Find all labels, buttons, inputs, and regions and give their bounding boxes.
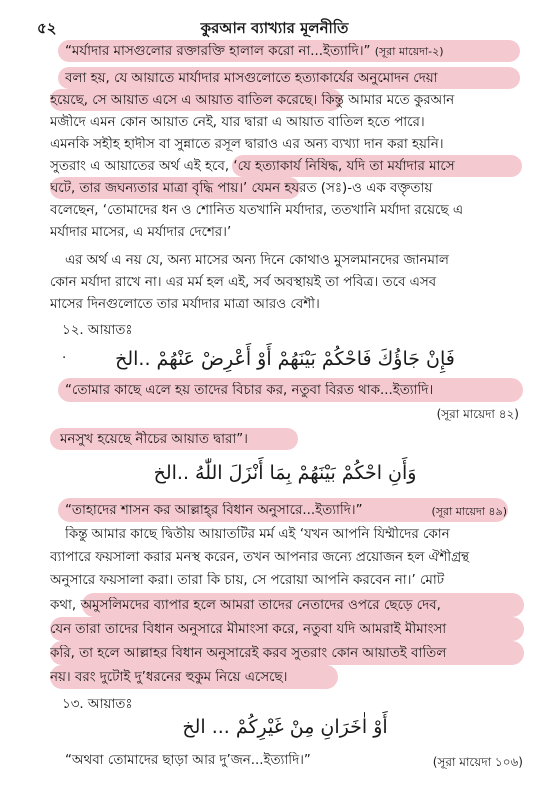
text-line: করি, তা হলে আল্লাহর বিধান অনুসারেই করব সুতরাং কোন আয়াতই বাতিল (50, 646, 447, 661)
page-title: কুরআন ব্যাখ্যার মূলনীতি (200, 19, 349, 37)
text-line: এর অর্থ এ নয় যে, অন্য মাসের অন্য দিনে কোথাও মুসলমানদের জানমাল (65, 253, 449, 268)
text-line: মর্যাদার মাসের, এ মর্যাদার দেশের।’ (50, 225, 232, 240)
text-line: কথা, অমুসলিমদের ব্যাপার হলে আমরা তাদের নেতাদের ওপরে ছেড়ে দেব, (50, 598, 441, 613)
verse-dot: · (62, 351, 67, 366)
text-line: কোন মর্যাদা রাখে না। এর মর্ম হল এই, সর্ব অবস্থায়ই তা পবিত্র। তবে এসব (50, 275, 437, 290)
text-line: মনসুখ হয়েছে নীচের আয়াত দ্বারা”। (60, 432, 248, 447)
text-line: কিন্তু আমার কাছে দ্বিতীয় আয়াতটির মর্ম এই ‘যখন আপনি যিম্মীদের কোন (65, 527, 450, 542)
surah-reference: (সূরা মায়েদা ১০৬) (432, 755, 523, 769)
arabic-verse: أَوْ اٰخَرَانِ مِنْ غَيْرِكُمْ ... الخ (182, 716, 388, 738)
surah-reference: (সূরা মায়েদা-২) (374, 45, 444, 58)
surah-reference: (সূরা মায়েদা ৪২) (436, 407, 519, 421)
text-line: যেন তারা তাদের বিধান অনুসারে মীমাংসা করে, নতুবা যদি আমরাই মীমাংসা (50, 622, 447, 637)
text-line: নয়। বরং দুটোই দু’ধরনের হুকুম নিয়ে এসেছে। (50, 670, 288, 685)
arabic-verse: وَأَنِ احْكُمْ بَيْنَهُمْ بِمَا أَنْزَلَ اللّٰهُ ..الخ (153, 462, 417, 484)
text-line: অনুসারে ফয়সালা করা। তারা কি চায়, সে পরোয়া আপনি করবেন না।’ মোট (50, 573, 445, 588)
text-line: বলেছেন, ‘তোমাদের ধন ও শোনিত যতখানি মর্যাদার, ততখানি মর্যাদা রয়েছে এ (50, 203, 464, 218)
text-line: মজীদে এমন কোন আয়াত নেই, যার দ্বারা এ আয়াত বাতিল হতে পারে। (50, 115, 425, 130)
text-line: ব্যাপারে ফয়সালা করার মনস্থ করেন, তখন আপনার জন্যে প্রয়োজন হল ঐশীগ্রন্থ (50, 550, 470, 565)
text-line: হয়েছে, সে আয়াত এসে এ আয়াত বাতিল করেছে। কিন্তু আমার মতে কুরআন (50, 93, 455, 108)
section-heading: ১৩. আয়াতঃ (62, 697, 133, 712)
text-line: বলা হয়, যে আয়াতে মার্যাদার মাসগুলোতে হত্যাকার্যের অনুমোদন দেয়া (65, 71, 438, 86)
quote-line: “মর্যাদার মাসগুলোর রক্তারক্তি হালাল করো না...ইত্যাদি।” (সূরা মায়েদা-২) (65, 44, 444, 59)
arabic-verse: فَإِنْ جَاؤُكَ فَاحْكُمْ بَيْنَهُمْ أَوْ أَعْرِضْ عَنْهُمْ ..الخ (115, 348, 455, 370)
translation-line: “অথবা তোমাদের ছাড়া আর দু’জন...ইত্যাদি।” (65, 753, 311, 768)
text-line: মাসের দিনগুলোতে তার মর্যাদার মাত্রা আরও বেশী। (50, 297, 320, 312)
translation-line: “তাহাদের শাসন কর আল্লাহ্‌র বিধান অনুসারে...ইত্যাদি।” (65, 503, 363, 518)
text-line: ঘটে, তার জঘন্যতার মাত্রা বৃদ্ধি পায়।’ যেমন হযরত (সঃ)-ও এক বক্তৃতায় (50, 181, 433, 196)
page-number: ৫২ (37, 19, 57, 37)
section-heading: ১২. আয়াতঃ (62, 323, 133, 338)
surah-reference: (সূরা মায়েদা ৪৯) (431, 505, 507, 518)
text-line: এমনকি সহীহ হাদীস বা সুন্নাতে রসূল দ্বারাও এর অন্য ব্যখ্যা দান করা হয়নি। (50, 137, 444, 152)
text-line: সুতরাং এ আয়াতের অর্থ এই হবে, ‘যে হত্যাকার্য নিষিদ্ধ, যদি তা মর্যাদার মাসে (50, 159, 455, 174)
translation-line: “তোমার কাছে এলে হয় তাদের বিচার কর, নতুবা বিরত থাক...ইত্যাদি। (65, 383, 434, 398)
